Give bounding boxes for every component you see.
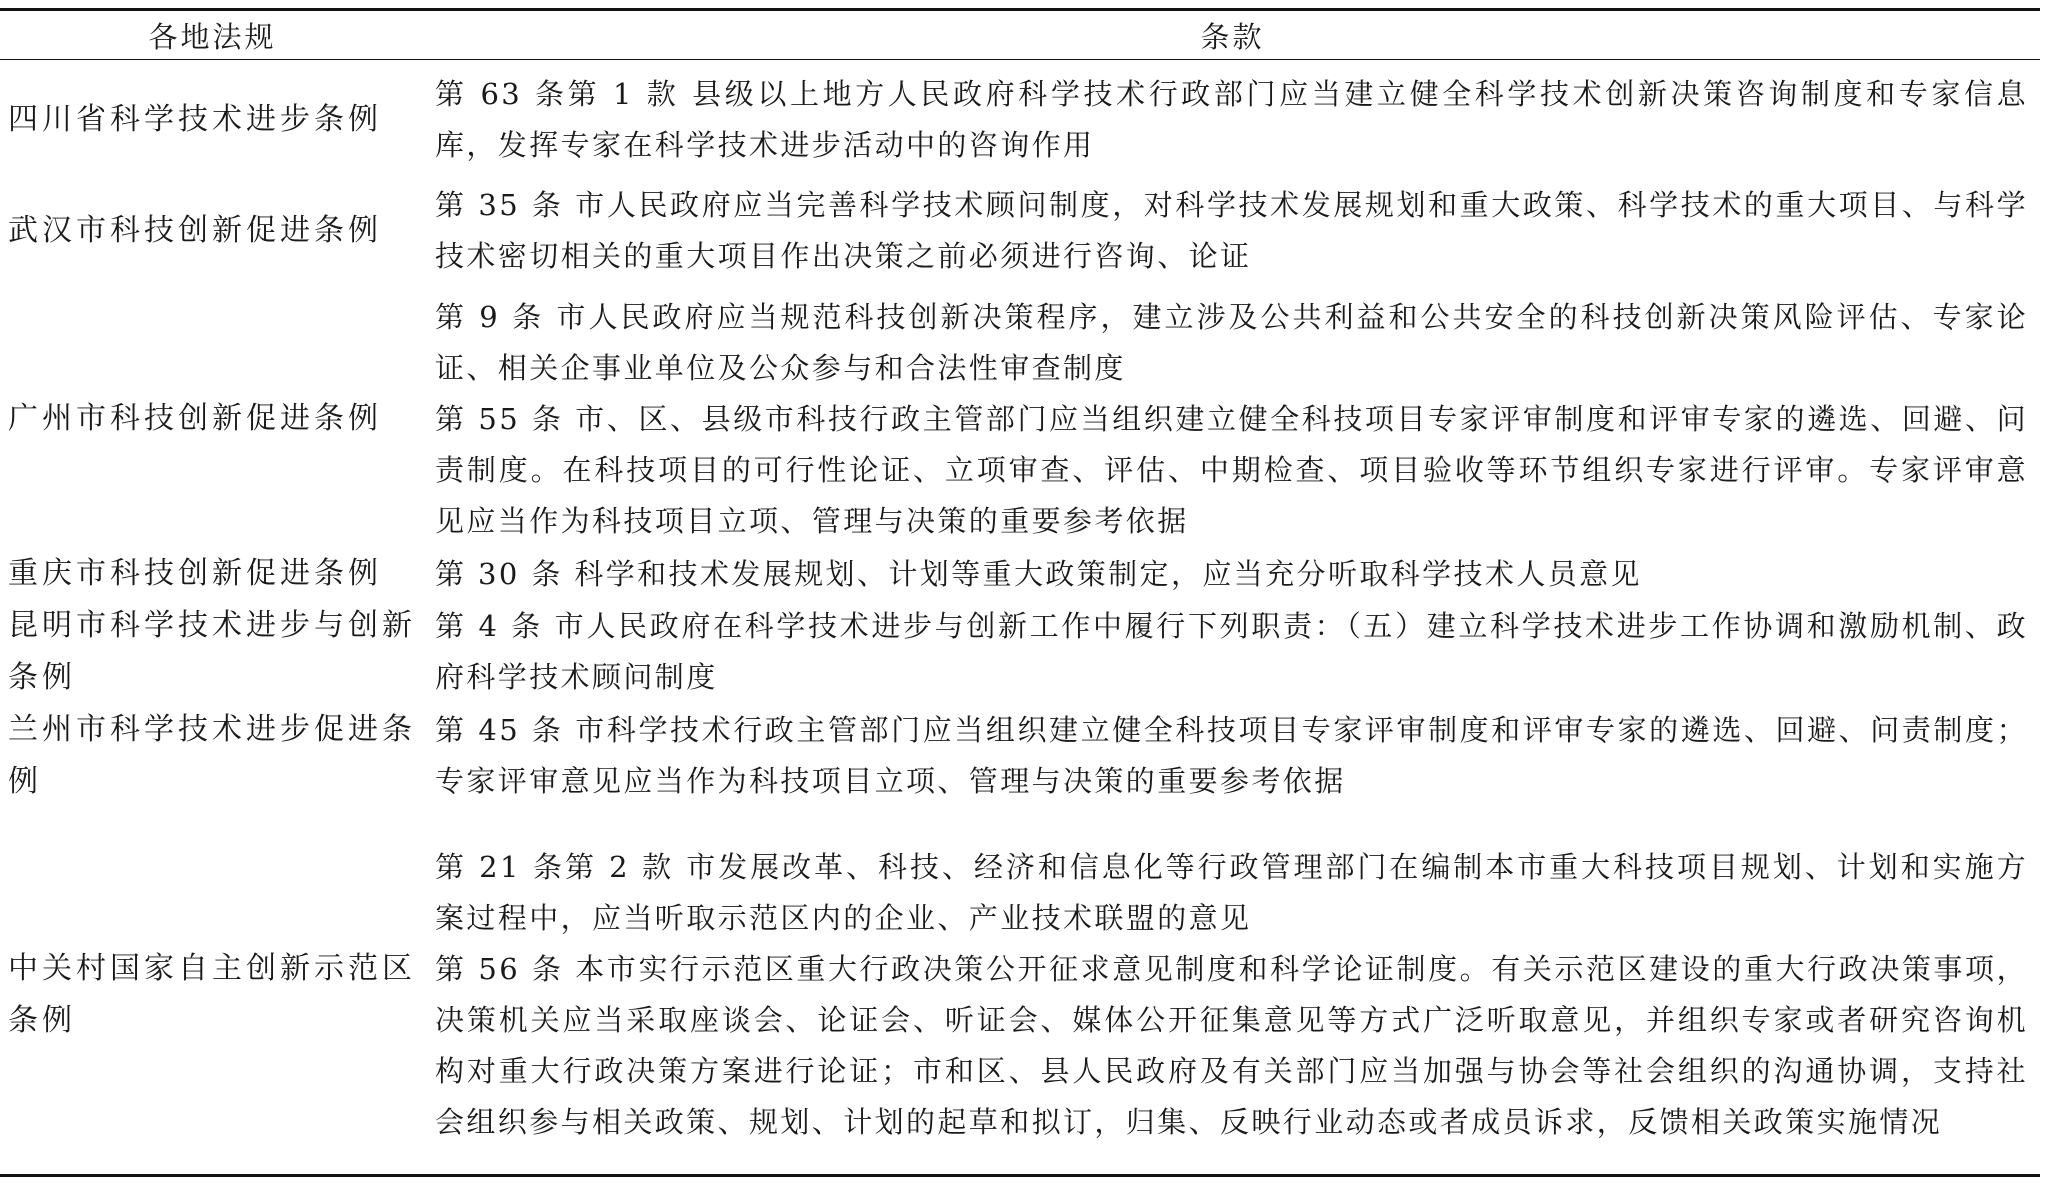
clause-text: 第 45 条 市科学技术行政主管部门应当组织建立健全科技项目专家评审制度和评审专家的遴选、回避、问责制度；专家评审意见应当作为科技项目立项、管理与决策的重要参考依据 bbox=[435, 713, 2028, 798]
table-row bbox=[0, 172, 2040, 282]
clause-text: 第 9 条 市人民政府应当规范科技创新决策程序，建立涉及公共利益和公共安全的科技创新决策风险评估、专家论证、相关企事业单位及公众参与和合法性审查制度 bbox=[435, 299, 2028, 385]
law-name: 兰州市科学技术进步促进条例 bbox=[8, 712, 416, 799]
clause-text: 第 21 条第 2 款 市发展改革、科技、经济和信息化等行政管理部门在编制本市重大科技项目规划、计划和实施方案过程中，应当听取示范区内的企业、产业技术联盟的意见 bbox=[435, 850, 2028, 935]
clause-cell bbox=[425, 601, 2040, 703]
clause-text: 第 63 条第 1 款 县级以上地方人民政府科学技术行政部门应当建立健全科学技术创新决策咨询制度和专家信息库，发挥专家在科学技术进步活动中的咨询作用 bbox=[435, 77, 2028, 162]
header-clause: 条款 bbox=[1200, 19, 1265, 54]
table-row bbox=[0, 60, 2040, 172]
table-row bbox=[0, 548, 2040, 600]
clause-cell bbox=[425, 549, 2040, 600]
table-row bbox=[0, 282, 2040, 548]
table-row bbox=[0, 808, 2040, 1174]
clause-cell bbox=[425, 292, 2040, 547]
clause-cell bbox=[425, 69, 2040, 171]
regulations-table bbox=[0, 8, 2040, 1177]
law-name: 中关村国家自主创新示范区条例 bbox=[8, 951, 416, 1038]
table-row bbox=[0, 704, 2040, 808]
law-name: 昆明市科学技术进步与创新条例 bbox=[8, 608, 416, 695]
law-name: 武汉市科技创新促进条例 bbox=[8, 213, 382, 248]
law-name: 广州市科技创新促进条例 bbox=[8, 401, 382, 436]
header-law: 各地法规 bbox=[148, 19, 277, 54]
clause-cell bbox=[425, 180, 2040, 282]
law-name: 重庆市科技创新促进条例 bbox=[8, 556, 382, 591]
clause-text: 第 56 条 本市实行示范区重大行政决策公开征求意见制度和科学论证制度。有关示范区建设的重大行政决策事项，决策机关应当采取座谈会、论证会、听证会、媒体公开征集意见等方式广泛听取意见，并组织专家或者研究咨询机构对重大行政决策方案进行论证；市和区、县人民政府及有关部门应当加强与协会等社会组织的沟通协调，支持社会组织参与相关政策、规划、计划的起草和拟订，归集、反映行业动态或者成员诉求，反馈相关政策实施情况 bbox=[435, 952, 2028, 1139]
clause-text: 第 55 条 市、区、县级市科技行政主管部门应当组织建立健全科技项目专家评审制度和评审专家的遴选、回避、问责制度。在科技项目的可行性论证、立项审查、评估、中期检查、项目验收等环节组织专家进行评审。专家评审意见应当作为科技项目立项、管理与决策的重要参考依据 bbox=[435, 401, 2028, 538]
clause-text: 第 35 条 市人民政府应当完善科学技术顾问制度，对科学技术发展规划和重大政策、科学技术的重大项目、与科学技术密切相关的重大项目作出决策之前必须进行咨询、论证 bbox=[435, 188, 2028, 273]
clause-text: 第 30 条 科学和技术发展规划、计划等重大政策制定，应当充分听取科学技术人员意见 bbox=[435, 556, 1642, 591]
table-row bbox=[0, 600, 2040, 704]
table-bottom-rule bbox=[0, 1174, 2040, 1177]
table-header-row bbox=[0, 11, 2040, 59]
clause-text: 第 4 条 市人民政府在科学技术进步与创新工作中履行下列职责：（五）建立科学技术进步工作协调和激励机制、政府科学技术顾问制度 bbox=[435, 609, 2028, 694]
clause-cell bbox=[425, 705, 2040, 807]
law-name: 四川省科学技术进步条例 bbox=[8, 102, 382, 137]
clause-cell bbox=[425, 842, 2040, 1148]
